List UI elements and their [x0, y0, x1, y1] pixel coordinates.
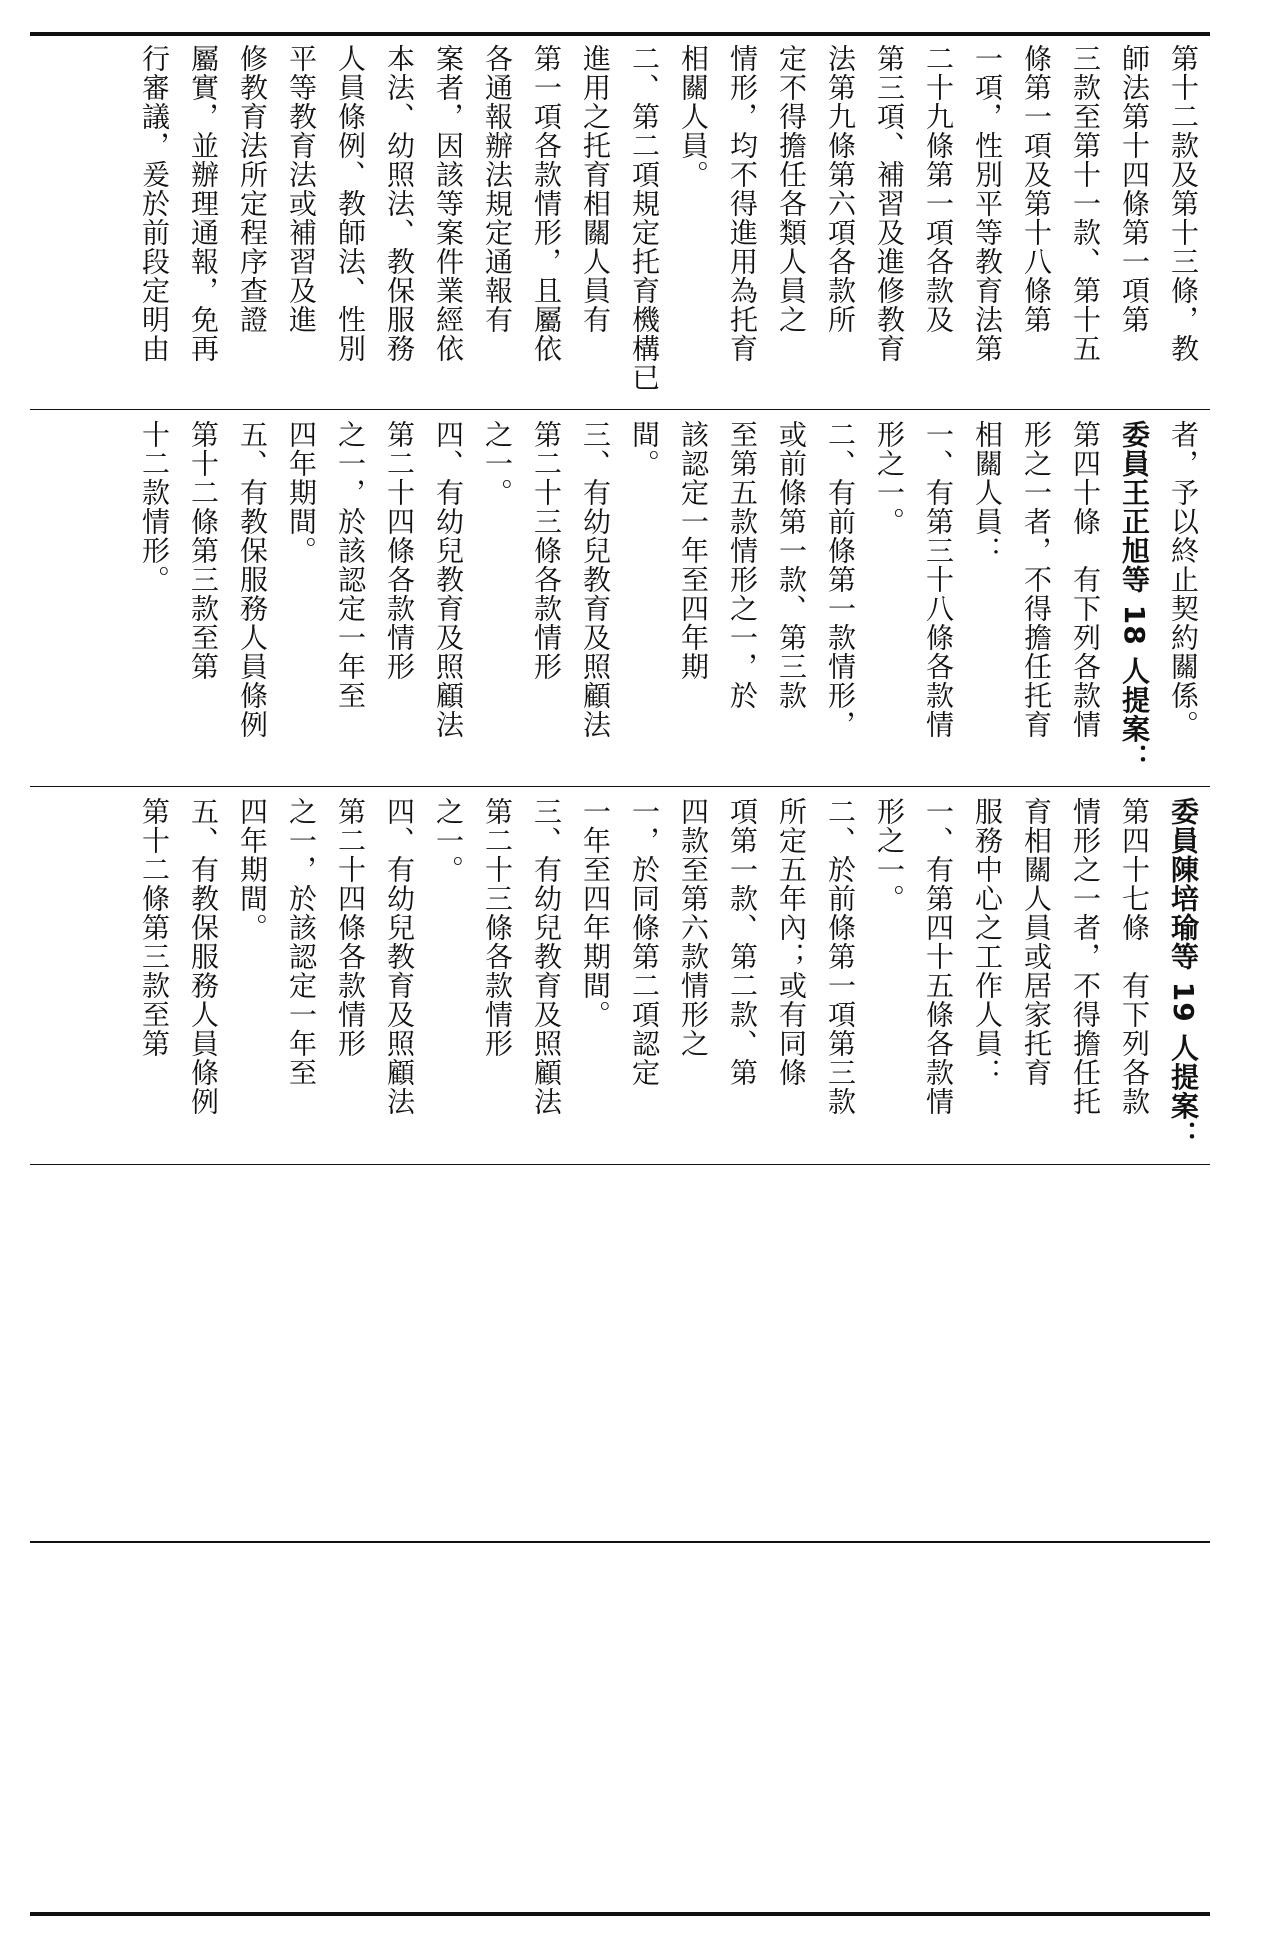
text-line: 相關人員。: [677, 44, 710, 189]
text-line: 五、有教保服務人員條例: [236, 420, 269, 739]
text-line: 行審議，爰於前段定明由: [138, 44, 171, 363]
text-block-proposal-chen: [58, 797, 1208, 1159]
row-divider-3: [30, 1164, 1210, 1165]
text-line: 四、有幼兒教育及照顧法: [383, 797, 416, 1116]
text-block-proposal-wang: [58, 420, 1208, 780]
text-line: 二、有前條第一款情形，: [824, 420, 857, 739]
text-line: 平等教育法或補習及進: [285, 44, 318, 334]
text-line: 者，予以終止契約關係。: [1167, 420, 1200, 739]
text-line: 形之一者，不得擔任托育: [1020, 420, 1053, 739]
bottom-rule: [30, 1912, 1210, 1916]
text-line: 一項，性別平等教育法第: [971, 44, 1004, 363]
text-line: 師法第十四條第一項第: [1118, 44, 1151, 334]
text-line: 形之一。: [873, 797, 906, 913]
text-line: 五、有教保服務人員條例: [187, 797, 220, 1116]
text-line: 十二款情形。: [138, 420, 171, 594]
text-line: 第二十三條各款情形: [530, 420, 563, 681]
text-line: 一，於同條第二項認定: [628, 797, 661, 1087]
text-line: 三、有幼兒教育及照顧法: [530, 797, 563, 1116]
text-line: 一、有第四十五條各款情: [922, 797, 955, 1116]
text-line: 屬實，並辦理通報，免再: [187, 44, 220, 363]
text-line: 定不得擔任各類人員之: [775, 44, 808, 334]
proposal-title: 委員陳培瑜等 19 人提案：: [1167, 797, 1200, 1150]
text-line: 二、第二項規定托育機構已: [628, 44, 661, 392]
text-line: 服務中心之工作人員：: [971, 797, 1004, 1087]
text-line: 相關人員：: [971, 420, 1004, 565]
text-line: 人員條例、教師法、性別: [334, 44, 367, 363]
text-line: 或前條第一款、第三款: [775, 420, 808, 710]
text-line: 所定五年內；或有同條: [775, 797, 808, 1087]
text-line: 四款至第六款情形之: [677, 797, 710, 1058]
text-line: 情形，均不得進用為托育: [726, 44, 759, 363]
text-line: 第一項各款情形，且屬依: [530, 44, 563, 363]
text-line: 之一，於該認定一年至: [285, 797, 318, 1087]
text-line: 各通報辦法規定通報有: [481, 44, 514, 334]
text-line: 一年至四年期間。: [579, 797, 612, 1029]
text-line: 第二十四條各款情形: [383, 420, 416, 681]
text-line: 二、於前條第一項第三款: [824, 797, 857, 1116]
text-line: 第四十七條 有下列各款: [1118, 797, 1151, 1116]
text-line: 三款至第十一款、第十五: [1069, 44, 1102, 363]
text-line: 至第五款情形之一，於: [726, 420, 759, 710]
text-block-current-law-explanation: [58, 44, 1208, 402]
text-line: 之一。: [481, 420, 514, 507]
text-line: 第二十三條各款情形: [481, 797, 514, 1058]
text-line: 四、有幼兒教育及照顧法: [432, 420, 465, 739]
text-line: 育相關人員或居家托育: [1020, 797, 1053, 1087]
text-line: 進用之托育相關人員有: [579, 44, 612, 334]
text-line: 四年期間。: [285, 420, 318, 565]
row-divider-2: [30, 786, 1210, 787]
text-line: 一、有第三十八條各款情: [922, 420, 955, 739]
text-line: 之一，於該認定一年至: [334, 420, 367, 710]
text-line: 三、有幼兒教育及照顧法: [579, 420, 612, 739]
text-line: 第四十條 有下列各款情: [1069, 420, 1102, 739]
text-line: 之一。: [432, 797, 465, 884]
text-line: 第十二款及第十三條，教: [1167, 44, 1200, 363]
text-line: 第三項、補習及進修教育: [873, 44, 906, 363]
text-line: 該認定一年至四年期: [677, 420, 710, 681]
text-line: 二十九條第一項各款及: [922, 44, 955, 334]
text-line: 項第一款、第二款、第: [726, 797, 759, 1087]
top-rule: [30, 32, 1210, 36]
text-line: 本法、幼照法、教保服務: [383, 44, 416, 363]
text-line: 情形之一者，不得擔任托: [1069, 797, 1102, 1116]
text-line: 四年期間。: [236, 797, 269, 942]
row-divider-4: [30, 1541, 1210, 1543]
text-line: 形之一。: [873, 420, 906, 536]
text-line: 第十二條第三款至第: [187, 420, 220, 681]
text-line: 條第一項及第十八條第: [1020, 44, 1053, 334]
text-line: 案者，因該等案件業經依: [432, 44, 465, 363]
text-line: 修教育法所定程序查證: [236, 44, 269, 334]
text-line: 法第九條第六項各款所: [824, 44, 857, 334]
text-line: 第十二條第三款至第: [138, 797, 171, 1058]
text-line: 第二十四條各款情形: [334, 797, 367, 1058]
text-line: 間。: [628, 420, 661, 478]
proposal-title: 委員王正旭等 18 人提案：: [1118, 420, 1151, 773]
row-divider-1: [30, 409, 1210, 410]
